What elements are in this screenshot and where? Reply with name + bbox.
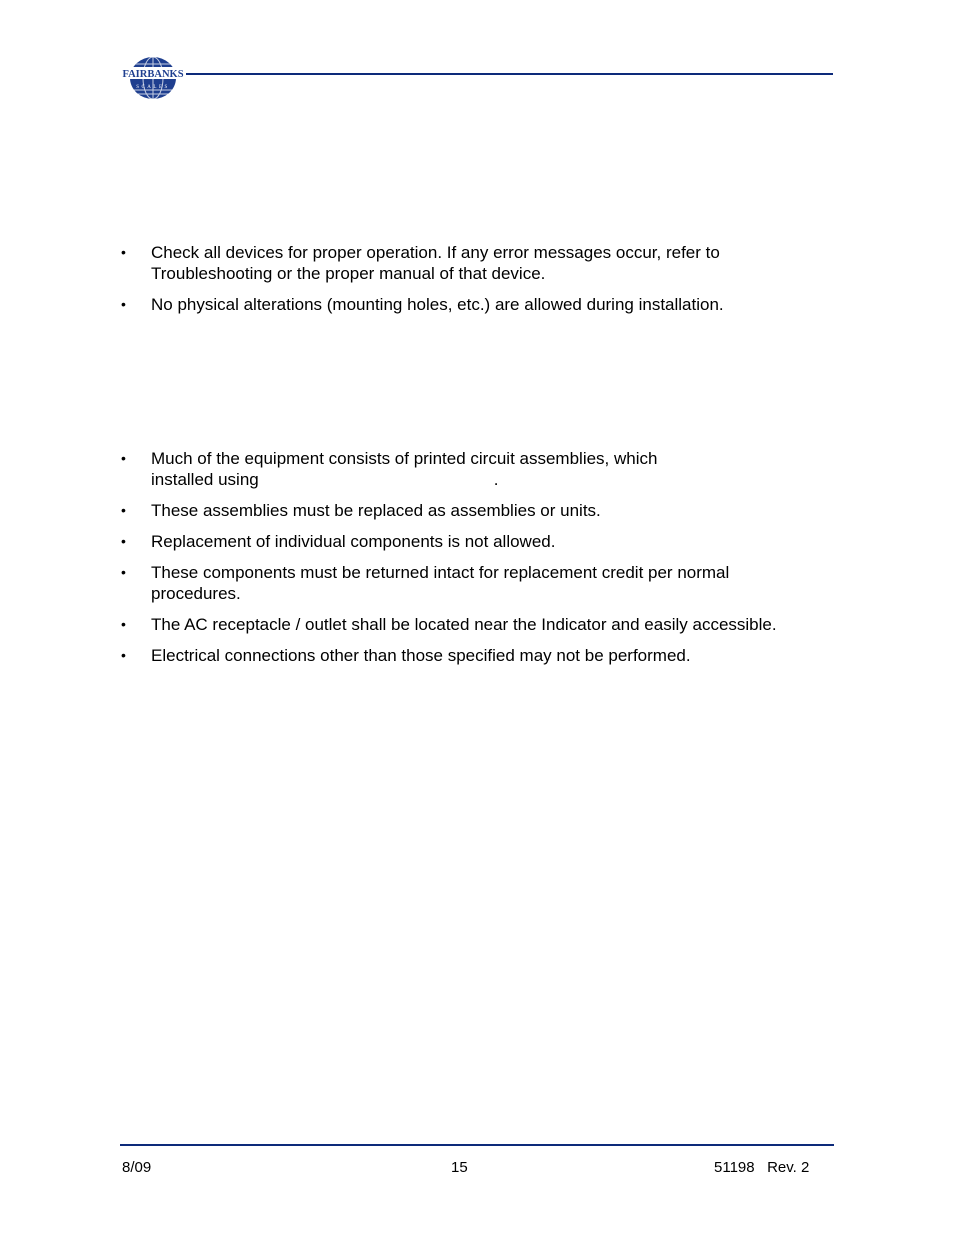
svg-text:FAIRBANKS: FAIRBANKS xyxy=(122,69,184,80)
footer-document-number: 51198 Rev. 2 xyxy=(714,1159,810,1176)
footer-date: 8/09 xyxy=(122,1159,152,1176)
list-item: • These assemblies must be replaced as assemblies or units. xyxy=(118,500,808,521)
footer-rule xyxy=(120,1144,834,1146)
list-item: • Check all devices for proper operation. If any error messages occur, refer to Troubleshooting or the proper manual of that device. xyxy=(118,242,808,284)
list-item xyxy=(118,448,808,490)
list-item-text: Much of the equipment consists of printed circuit assemblies, which xyxy=(151,449,658,468)
service-checklist xyxy=(118,448,808,676)
header-rule xyxy=(186,73,833,75)
fairbanks-logo xyxy=(122,55,184,101)
list-item: • Replacement of individual components is not allowed. xyxy=(118,531,808,552)
list-item: • The AC receptacle / outlet shall be located near the Indicator and easily accessible. xyxy=(118,614,808,635)
list-item: • Electrical connections other than those specified may not be performed. xyxy=(118,645,808,666)
list-item-text: . xyxy=(493,470,499,489)
footer-page-number: 15 xyxy=(451,1159,468,1176)
list-item-text: installed using xyxy=(151,470,259,489)
svg-text:SCALES: SCALES xyxy=(136,85,170,90)
operation-checklist xyxy=(118,242,808,325)
list-item: • These components must be returned intact for replacement credit per normal procedures. xyxy=(118,562,808,604)
list-item: • No physical alterations (mounting holes, etc.) are allowed during installation. xyxy=(118,294,808,315)
